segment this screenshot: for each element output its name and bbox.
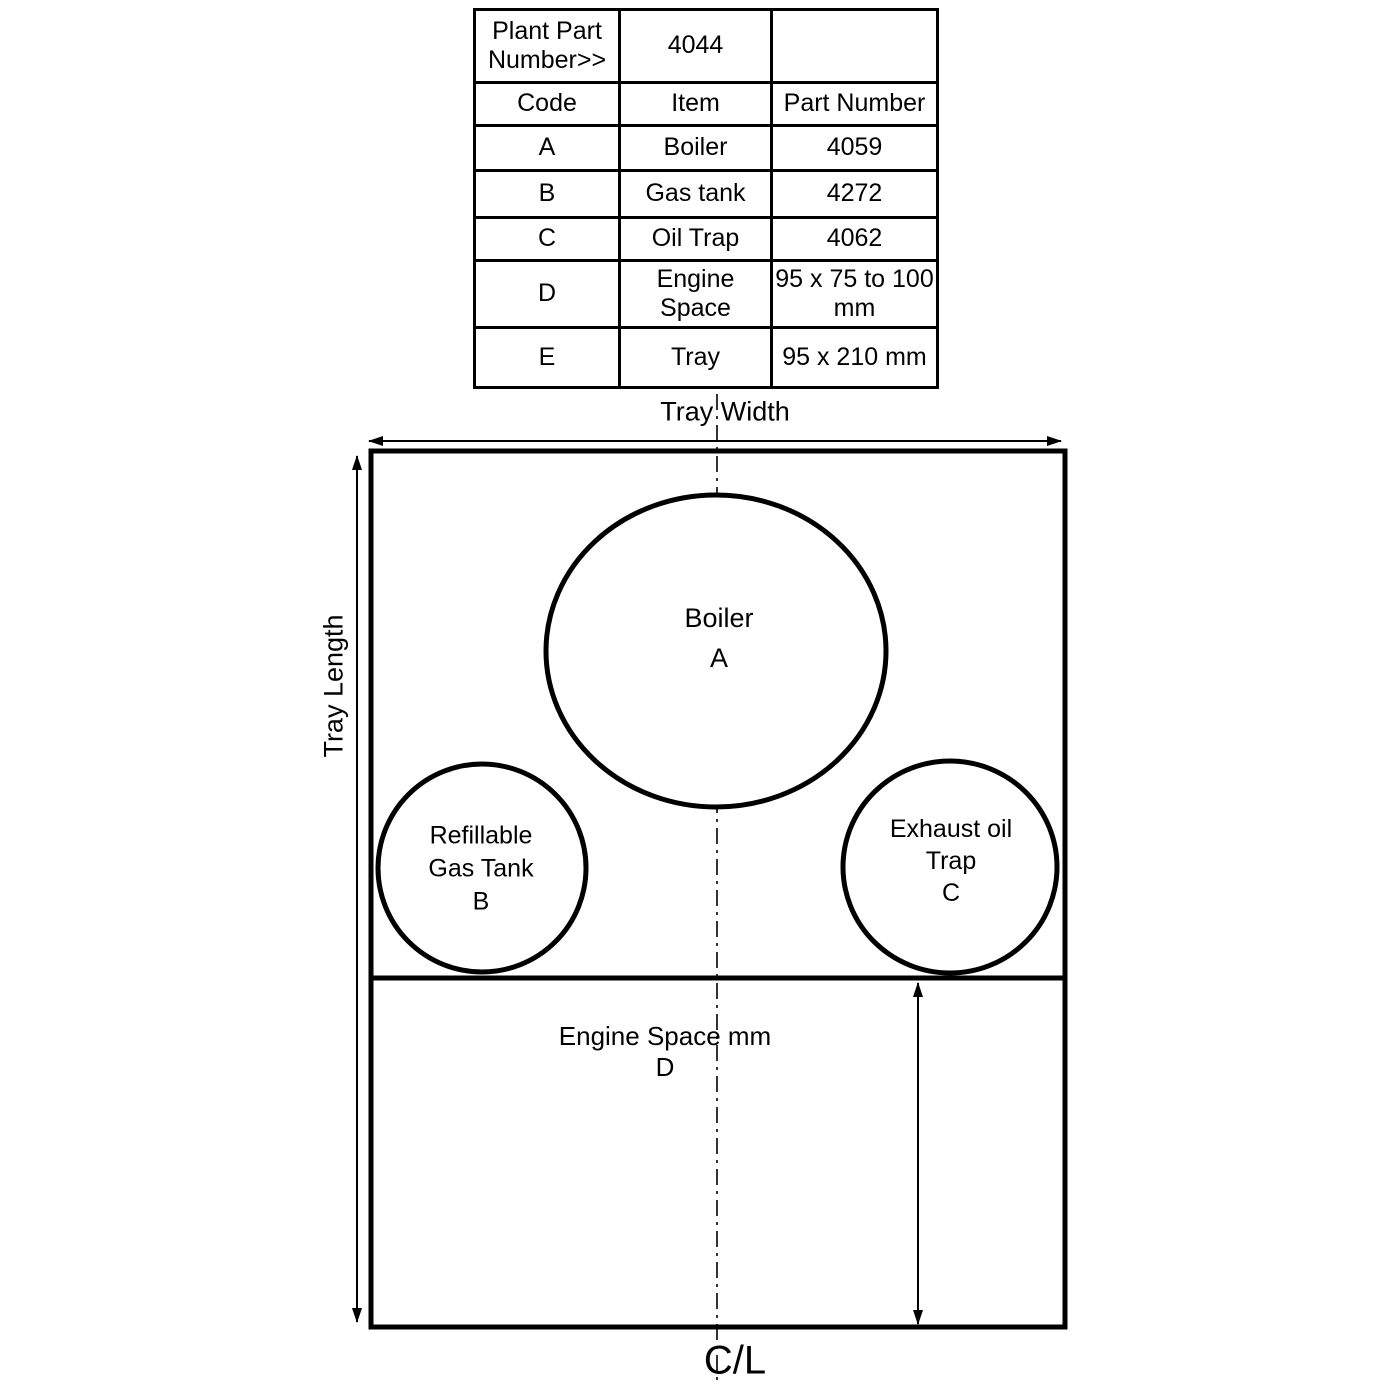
item-cell: Tray [620,328,772,388]
part-number-cell: 4272 [772,171,938,218]
item-cell: Engine Space [620,261,772,328]
header-item-cell: Item [620,83,772,126]
item-cell: Gas tank [620,171,772,218]
code-cell: D [475,261,620,328]
gas-tank-label-line1: Refillable [429,821,533,850]
code-cell: B [475,171,620,218]
part-number-cell: 4062 [772,218,938,261]
boiler-label-code: A [709,643,728,673]
plant-part-label-cell: Plant Part Number>> [475,10,620,83]
gas-tank-label [428,820,533,919]
plant-part-number-cell: 4044 [620,10,772,83]
engine-space-label-code: D [655,1052,675,1082]
gas-tank-label-line2: Gas Tank [428,854,534,883]
header-code-cell: Code [475,83,620,126]
engine-space-label [559,1021,771,1083]
oil-trap-label [890,813,1012,909]
tray-width-label: Tray Width [660,396,790,427]
centerline-label: C/L [703,1338,767,1383]
oil-trap-label-code: C [941,879,961,907]
part-number-cell: 95 x 75 to 100 mm [772,261,938,328]
item-cell: Oil Trap [620,218,772,261]
boiler-label [684,598,753,678]
part-number-cell: 95 x 210 mm [772,328,938,388]
oil-trap-label-line1: Exhaust oil [889,815,1013,843]
gas-tank-label-code: B [472,887,490,916]
code-cell: A [475,126,620,171]
boiler-label-name: Boiler [684,603,754,633]
engine-space-label-line1: Engine Space mm [558,1021,772,1051]
part-number-cell: 4059 [772,126,938,171]
code-cell: C [475,218,620,261]
oil-trap-label-line2: Trap [925,847,977,875]
header-part-number-cell: Part Number [772,83,938,126]
item-cell: Boiler [620,126,772,171]
tray-length-label: Tray Length [318,614,349,758]
code-cell: E [475,328,620,388]
